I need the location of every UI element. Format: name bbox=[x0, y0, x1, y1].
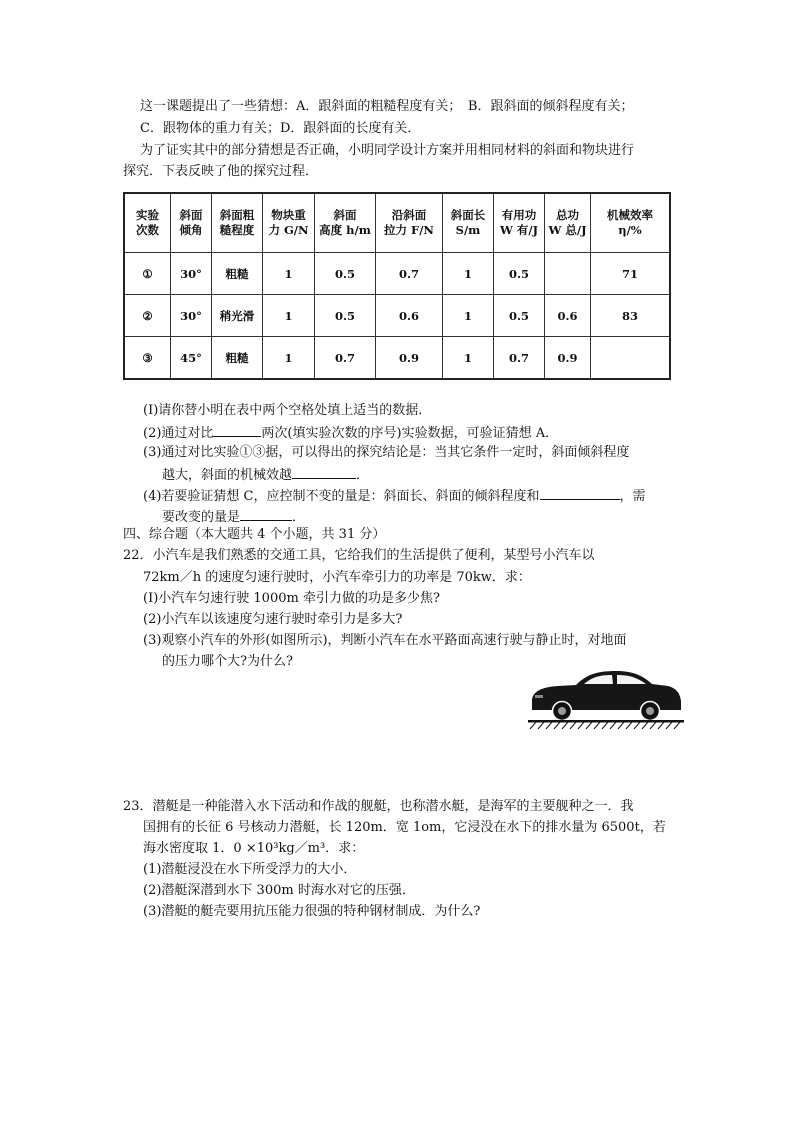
table-cell-blank bbox=[591, 337, 671, 380]
question-23-sub-1: (1)潜艇浸没在水下所受浮力的大小． bbox=[143, 862, 357, 877]
intro-line-3: 为了证实其中的部分猜想是否正确，小明同学设计方案并用相同材料的斜面和物块进行 bbox=[140, 143, 635, 158]
header-weight: 物块重 力 G/N bbox=[263, 193, 315, 253]
table-cell: 0.5 bbox=[494, 295, 545, 337]
table-row bbox=[124, 295, 670, 337]
table-cell: 83 bbox=[591, 295, 671, 337]
table-cell: 0.9 bbox=[376, 337, 443, 380]
table-cell-blank bbox=[545, 253, 591, 295]
question-23-line-1: 23．潜艇是一种能潜入水下活动和作战的舰艇，也称潜水艇，是海军的主要舰种之一．我 bbox=[123, 799, 634, 814]
table-cell: 30° bbox=[171, 295, 212, 337]
table-cell: 0.9 bbox=[545, 337, 591, 380]
question-21-3-line-1: (3)通过对比实验①③据，可以得出的探究结论是：当其它条件一定时，斜面倾斜程度 bbox=[143, 445, 630, 460]
table-cell: 0.5 bbox=[315, 253, 376, 295]
question-21-2-text-b: 两次(填实验次数的序号)实验数据，可验证猜想 A． bbox=[261, 426, 559, 441]
table-cell: ② bbox=[124, 295, 171, 337]
question-22-sub-3-line-2: 的压力哪个大?为什么? bbox=[162, 654, 293, 669]
table-cell: 1 bbox=[263, 253, 315, 295]
table-cell: 0.6 bbox=[545, 295, 591, 337]
question-22-sub-1: (I)小汽车匀速行驶 1000m 牵引力做的功是多少焦? bbox=[143, 591, 440, 606]
question-22-line-2: 72km／h 的速度匀速行驶时，小汽车牵引力的功率是 70kw．求： bbox=[143, 570, 531, 585]
intro-line-2: C．跟物体的重力有关；D．跟斜面的长度有关． bbox=[140, 121, 421, 136]
table-cell: 0.5 bbox=[315, 295, 376, 337]
header-height: 斜面 高度 h/m bbox=[315, 193, 376, 253]
table-cell: 1 bbox=[263, 337, 315, 380]
table-cell: 0.7 bbox=[315, 337, 376, 380]
table-cell: 45° bbox=[171, 337, 212, 380]
intro-line-1: 这一课题提出了一些猜想：A．跟斜面的粗糙程度有关； B．跟斜面的倾斜程度有关； bbox=[140, 99, 634, 114]
question-22-line-1: 22．小汽车是我们熟悉的交通工具，它给我们的生活提供了便利，某型号小汽车以 bbox=[123, 548, 595, 563]
table-cell: 0.7 bbox=[494, 337, 545, 380]
answer-blank bbox=[240, 507, 292, 521]
car-taillight bbox=[535, 695, 543, 698]
question-21-4-text-a: (4)若要验证猜想 C，应控制不变的量是：斜面长、斜面的倾斜程度和 bbox=[143, 489, 540, 504]
table-cell: 0.6 bbox=[376, 295, 443, 337]
table-cell: 稍光滑 bbox=[212, 295, 263, 337]
question-21-3-text-a: 越大，斜面的机械效越 bbox=[162, 468, 293, 483]
header-roughness: 斜面粗 糙程度 bbox=[212, 193, 263, 253]
table-cell: 1 bbox=[443, 253, 494, 295]
car-rear-hubcap bbox=[558, 707, 566, 715]
table-cell: 71 bbox=[591, 253, 671, 295]
car-front-hubcap bbox=[646, 707, 654, 715]
question-21-2 bbox=[143, 423, 558, 443]
header-length: 斜面长 S/m bbox=[443, 193, 494, 253]
car-illustration bbox=[528, 653, 684, 729]
table-cell: 0.5 bbox=[494, 253, 545, 295]
question-21-4-text-b: ，需 bbox=[619, 489, 646, 504]
question-23-sub-2: (2)潜艇深潜到水下 300m 时海水对它的压强． bbox=[143, 883, 415, 898]
table-cell: 0.7 bbox=[376, 253, 443, 295]
ground-hatching bbox=[530, 722, 680, 729]
question-21-4-line-2 bbox=[162, 507, 305, 527]
question-22-sub-3-line-1: (3)观察小汽车的外形(如图所示)，判断小汽车在水平路面高速行驶与静止时，对地面 bbox=[143, 633, 627, 648]
table-cell: 粗糙 bbox=[212, 253, 263, 295]
table-cell: ① bbox=[124, 253, 171, 295]
question-21-3-text-b: ． bbox=[356, 468, 370, 483]
header-trial: 实验 次数 bbox=[124, 193, 171, 253]
question-21-4-text-d: ． bbox=[292, 510, 306, 525]
header-angle: 斜面 倾角 bbox=[171, 193, 212, 253]
table-header-row bbox=[124, 193, 670, 253]
answer-blank bbox=[292, 465, 356, 479]
question-22-sub-2: (2)小汽车以该速度匀速行驶时牵引力是多大? bbox=[143, 612, 403, 627]
header-efficiency: 机械效率 η/% bbox=[591, 193, 671, 253]
question-21-3-line-2 bbox=[162, 465, 369, 485]
table-cell: 1 bbox=[443, 295, 494, 337]
table-cell: 30° bbox=[171, 253, 212, 295]
question-21-1: (I)请你替小明在表中两个空格处填上适当的数据． bbox=[143, 403, 432, 418]
question-23-line-3: 海水密度取 1．0 ×10³kg／m³．求： bbox=[143, 841, 365, 856]
answer-blank bbox=[540, 486, 620, 500]
question-23-sub-3: (3)潜艇的艇壳要用抗压能力很强的特种钢材制成．为什么? bbox=[143, 904, 481, 919]
experiment-table bbox=[123, 192, 671, 380]
question-21-2-text-a: (2)通过对比 bbox=[143, 426, 214, 441]
intro-line-4: 探究．下表反映了他的探究过程． bbox=[123, 164, 319, 179]
question-21-4-line-1 bbox=[143, 486, 646, 506]
header-force: 沿斜面 拉力 F/N bbox=[376, 193, 443, 253]
question-23-line-2: 国拥有的长征 6 号核动力潜艇，长 120m．宽 1om，它浸没在水下的排水量为 6500t，若 bbox=[143, 820, 666, 835]
header-total-work: 总功 W 总/J bbox=[545, 193, 591, 253]
table-row bbox=[124, 337, 670, 380]
section-heading: 四、综合题（本大题共 4 个小题，共 31 分） bbox=[123, 527, 386, 542]
table-cell: 1 bbox=[263, 295, 315, 337]
table-cell: ③ bbox=[124, 337, 171, 380]
answer-blank bbox=[213, 423, 261, 437]
question-21-4-text-c: 要改变的量是 bbox=[162, 510, 241, 525]
header-useful-work: 有用功 W 有/J bbox=[494, 193, 545, 253]
table-row bbox=[124, 253, 670, 295]
table-cell: 1 bbox=[443, 337, 494, 380]
table-cell: 粗糙 bbox=[212, 337, 263, 380]
